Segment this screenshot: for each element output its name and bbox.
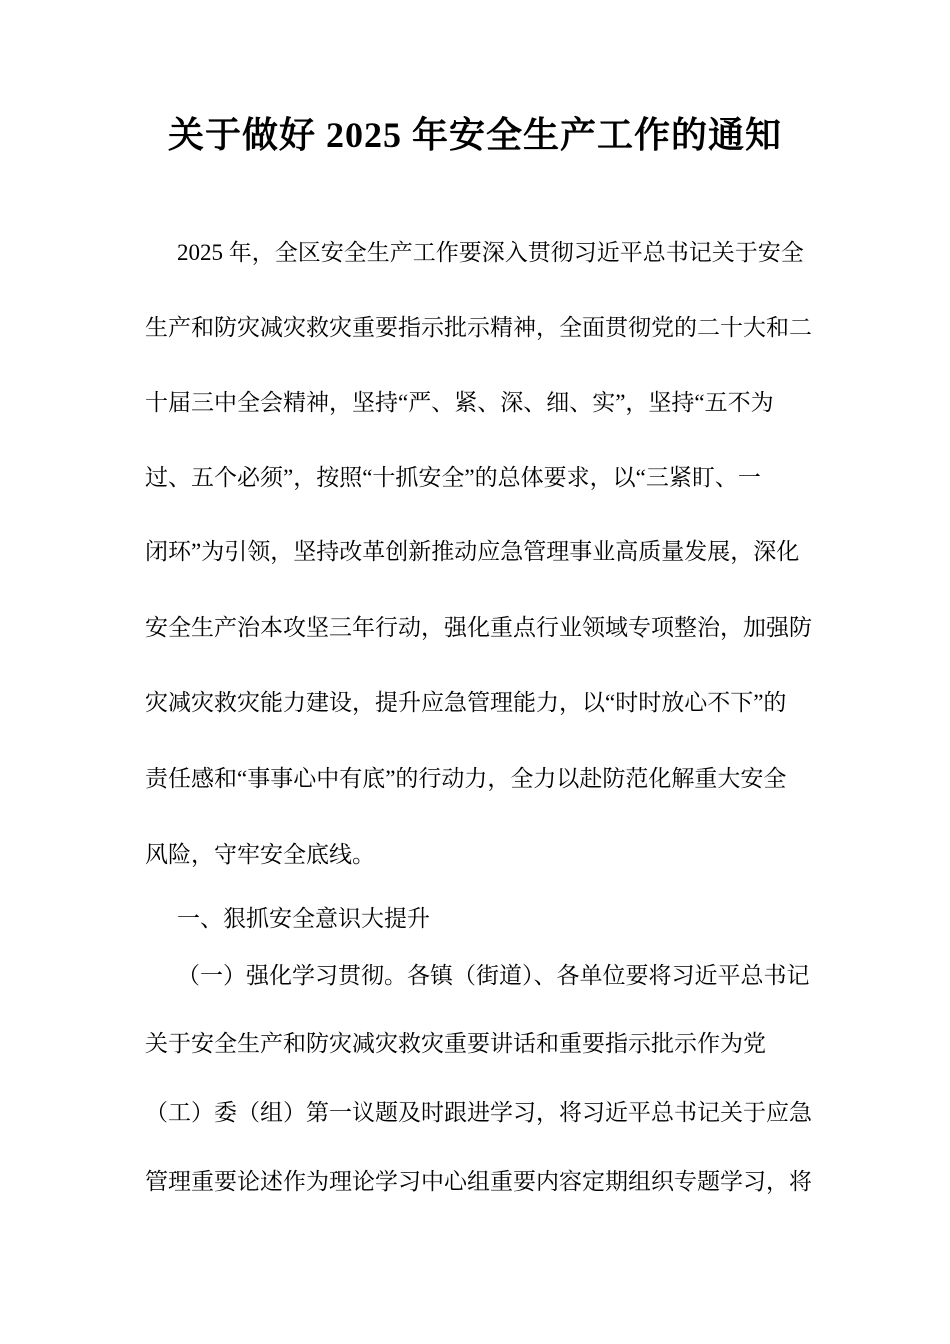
section-heading-1: 一、狠抓安全意识大提升 [177, 906, 430, 931]
paragraph1-line-3: 十届三中全会精神，坚持“严、紧、深、细、实”，坚持“五不为 [145, 390, 774, 415]
paragraph1-line-7: 灾减灾救灾能力建设，提升应急管理能力，以“时时放心不下”的 [145, 690, 787, 715]
paragraph1-line-9: 风险，守牢安全底线。 [145, 842, 375, 867]
section1-item1-line-3: （工）委（组）第一议题及时跟进学习，将习近平总书记关于应急 [145, 1100, 812, 1125]
section1-item1-line-4: 管理重要论述作为理论学习中心组重要内容定期组织专题学习，将 [145, 1169, 812, 1194]
section1-item1-line-1: （一）强化学习贯彻。各镇（街道）、各单位要将习近平总书记 [177, 963, 810, 988]
paragraph1-line-4: 过、五个必须”，按照“十抓安全”的总体要求，以“三紧盯、一 [145, 465, 761, 490]
document-title: 关于做好 2025 年安全生产工作的通知 [167, 115, 782, 155]
paragraph1-line-5: 闭环”为引领，坚持改革创新推动应急管理事业高质量发展，深化 [145, 539, 800, 564]
section1-item1-line-2: 关于安全生产和防灾减灾救灾重要讲话和重要指示批示作为党 [145, 1031, 766, 1056]
paragraph1-line-6: 安全生产治本攻坚三年行动，强化重点行业领域专项整治，加强防 [145, 615, 812, 640]
paragraph1-line-1: 2025 年，全区安全生产工作要深入贯彻习近平总书记关于安全 [177, 240, 804, 265]
paragraph1-line-8: 责任感和“事事心中有底”的行动力，全力以赴防范化解重大安全 [145, 766, 787, 791]
paragraph1-line-2: 生产和防灾减灾救灾重要指示批示精神，全面贯彻党的二十大和二 [145, 315, 812, 340]
